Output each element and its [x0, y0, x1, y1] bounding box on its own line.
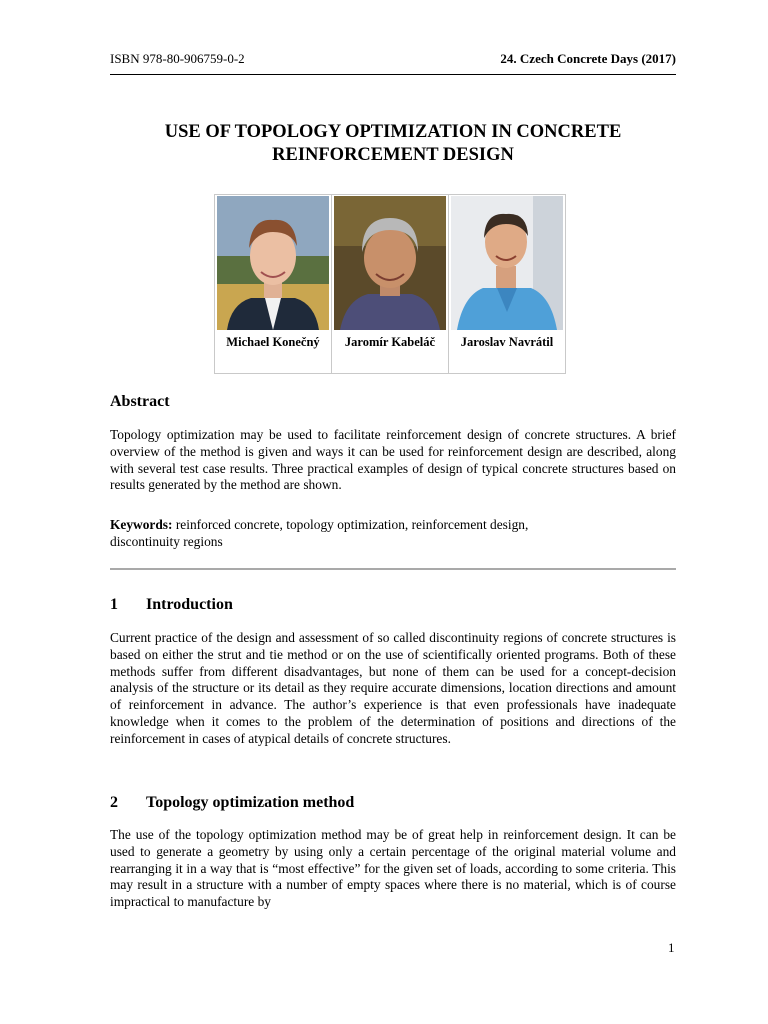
author-cell [449, 195, 566, 374]
author-photo-3 [451, 196, 563, 330]
title-line-2: REINFORCEMENT DESIGN [272, 145, 514, 165]
title-line-1: USE OF TOPOLOGY OPTIMIZATION IN CONCRETE [164, 122, 622, 142]
conference-name: 24. Czech Concrete Days (2017) [500, 51, 676, 66]
isbn-text: ISBN 978-80-906759-0-2 [110, 51, 245, 66]
paper-title [110, 121, 676, 167]
author-photo-1 [217, 196, 329, 330]
author-name-2: Jaromír Kabeláč [344, 335, 436, 349]
page-number: 1 [668, 940, 675, 955]
section-title: Topology optimization method [146, 794, 355, 811]
author-name-3: Jaroslav Navrátil [460, 335, 554, 349]
section-title: Introduction [146, 596, 233, 613]
abstract-text: Topology optimization may be used to facilitate reinforcement design of concrete structures. A brief overview of the method is given and ways it can be used for reinforcement design are described, along with several test case results. Three practical examples of design of typical concrete structures based on results generated by the method are shown. [110, 427, 676, 493]
author-cell [215, 195, 332, 374]
section-heading-introduction [110, 596, 233, 614]
authors-table [214, 194, 566, 374]
section-heading-topology [110, 794, 354, 812]
section-number: 1 [110, 596, 118, 613]
keywords [110, 517, 676, 551]
keywords-line-2: discontinuity regions [110, 533, 223, 549]
keywords-line-1: reinforced concrete, topology optimization, reinforcement design, [175, 517, 529, 532]
topology-text: The use of the topology optimization method may be of great help in reinforcement design. It can be used to generate a geometry by using only a certain percentage of the original material volume and rearranging it in a way that is “most effective” for the given set of loads, according to some criteria. This may result in a structure with a number of empty spaces where there is no material, which is of course impractical to manufacture by [110, 827, 676, 910]
introduction-text: Current practice of the design and assessment of so called discontinuity regions of concrete structures is based on either the strut and tie method or on the use of scientifically oriented programs. Both of these methods suffer from different disadvantages, but none of them can be used for a concept-decision analysis of the structure or its detail as they require accurate dimensions, location directions and amount of reinforcement in advance. The author’s experience is that even professionals have inadequate knowledge when it comes to the problem of the determination of positions and directions of the reinforcement in cases of atypical details of concrete structures. [110, 630, 676, 746]
keywords-label: Keywords: [110, 517, 173, 532]
author-photo-2 [334, 196, 446, 330]
author-name-1: Michael Konečný [226, 335, 320, 349]
section-divider [110, 568, 676, 570]
abstract-heading: Abstract [110, 393, 170, 410]
section-number: 2 [110, 794, 118, 811]
author-cell [332, 195, 449, 374]
page-header [110, 50, 676, 75]
